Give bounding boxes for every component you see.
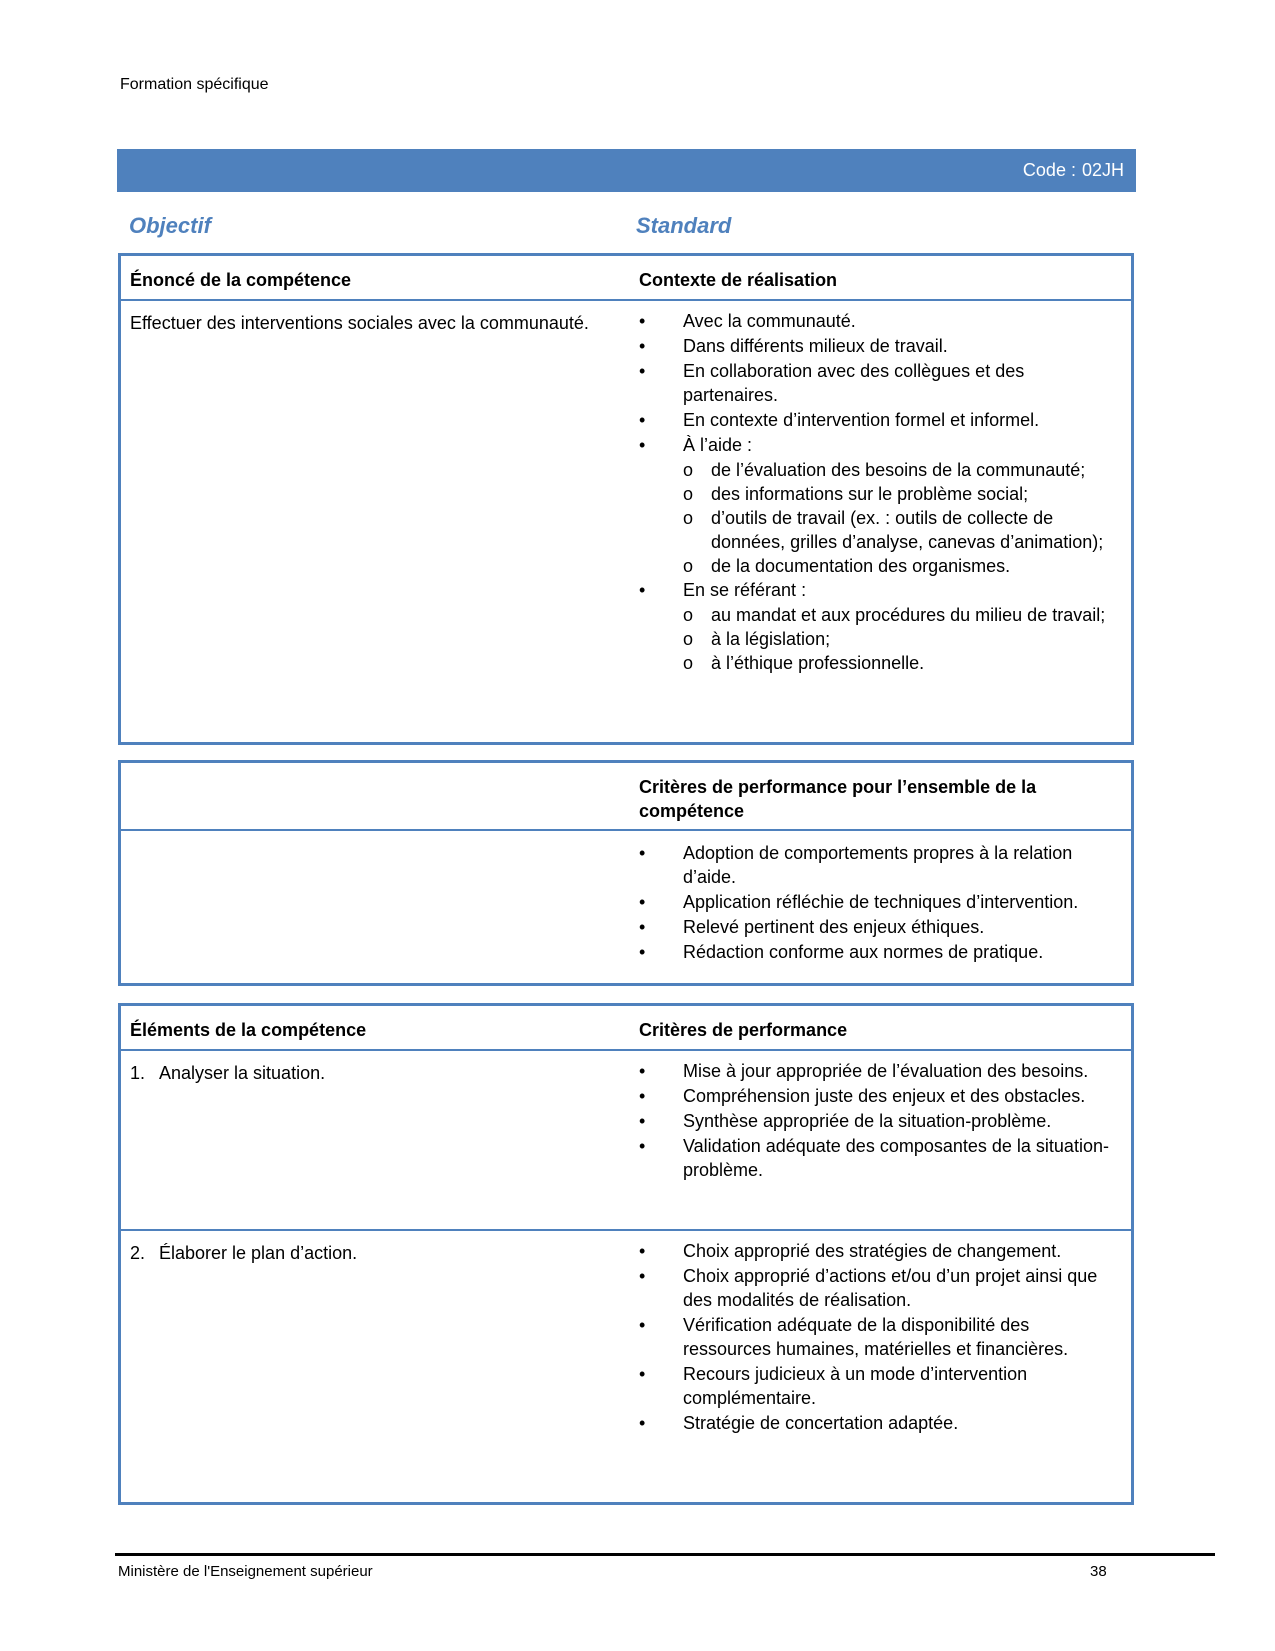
sub-list-item: o à la législation; bbox=[639, 627, 1109, 651]
list-item: • Compréhension juste des enjeux et des obstacles. bbox=[639, 1084, 1109, 1108]
statement-label: Énoncé de la compétence bbox=[130, 270, 352, 290]
context-list bbox=[639, 309, 1109, 675]
element-title bbox=[130, 1061, 610, 1085]
footer-ministry: Ministère de l'Enseignement supérieur bbox=[118, 1563, 373, 1580]
element-title bbox=[130, 1241, 610, 1265]
sub-list-item: o de l’évaluation des besoins de la communauté; bbox=[639, 458, 1109, 482]
overall-criteria-label: Critères de performance pour l’ensemble de la compétence bbox=[639, 777, 1037, 821]
criteria-label: Critères de performance bbox=[639, 1020, 848, 1040]
running-header: Formation spécifique bbox=[120, 76, 269, 93]
elements-header-row bbox=[121, 1006, 1131, 1051]
overall-criteria-body-row bbox=[121, 831, 1131, 981]
footer-divider bbox=[115, 1553, 1215, 1556]
element-row-2 bbox=[121, 1231, 1131, 1506]
overall-criteria-table bbox=[118, 760, 1134, 986]
list-item: • En se référant : bbox=[639, 578, 1109, 602]
list-item: • En contexte d’intervention formel et informel. bbox=[639, 408, 1109, 432]
competence-header-row bbox=[121, 256, 1131, 301]
list-item: • Mise à jour appropriée de l’évaluation des besoins. bbox=[639, 1059, 1109, 1083]
element-number: 1. bbox=[130, 1063, 146, 1083]
overall-criteria-list bbox=[639, 841, 1109, 965]
list-item: • Vérification adéquate de la disponibilité des ressources humaines, matérielles et financières. bbox=[639, 1313, 1109, 1361]
list-item: • Rédaction conforme aux normes de pratique. bbox=[639, 940, 1109, 964]
standard-heading: Standard bbox=[636, 213, 732, 238]
list-item: • Stratégie de concertation adaptée. bbox=[639, 1411, 1109, 1435]
list-item: • Recours judicieux à un mode d’intervention complémentaire. bbox=[639, 1362, 1109, 1410]
list-item: • Dans différents milieux de travail. bbox=[639, 334, 1109, 358]
element-row-1 bbox=[121, 1051, 1131, 1231]
elements-table bbox=[118, 1003, 1134, 1505]
list-item: • Synthèse appropriée de la situation-problème. bbox=[639, 1109, 1109, 1133]
competence-body-row bbox=[121, 301, 1131, 741]
list-item: • Choix approprié d’actions et/ou d’un projet ainsi que des modalités de réalisation. bbox=[639, 1264, 1109, 1312]
list-item: • Choix approprié des stratégies de changement. bbox=[639, 1239, 1109, 1263]
sub-list-item: o d’outils de travail (ex. : outils de collecte de données, grilles d’analyse, canevas d’animation); bbox=[639, 506, 1109, 554]
list-item: • Relevé pertinent des enjeux éthiques. bbox=[639, 915, 1109, 939]
list-item: • En collaboration avec des collègues et des partenaires. bbox=[639, 359, 1109, 407]
list-item: • À l’aide : bbox=[639, 433, 1109, 457]
element-criteria-list bbox=[639, 1239, 1109, 1436]
competence-table bbox=[118, 253, 1134, 745]
competence-statement: Effectuer des interventions sociales avec la communauté. bbox=[130, 313, 589, 333]
list-item: • Adoption de comportements propres à la relation d’aide. bbox=[639, 841, 1109, 889]
code-value: 02JH bbox=[1081, 160, 1124, 180]
list-item: • Validation adéquate des composantes de la situation-problème. bbox=[639, 1134, 1109, 1182]
element-criteria-list bbox=[639, 1059, 1109, 1183]
element-text: Analyser la situation. bbox=[159, 1063, 326, 1083]
overall-criteria-header-row bbox=[121, 763, 1131, 831]
element-text: Élaborer le plan d’action. bbox=[159, 1243, 358, 1263]
list-item: • Avec la communauté. bbox=[639, 309, 1109, 333]
element-number: 2. bbox=[130, 1243, 146, 1263]
sub-list-item: o à l’éthique professionnelle. bbox=[639, 651, 1109, 675]
context-label: Contexte de réalisation bbox=[639, 270, 838, 290]
page-number: 38 bbox=[1090, 1563, 1107, 1580]
sub-list-item: o des informations sur le problème social; bbox=[639, 482, 1109, 506]
code-label: Code : bbox=[1022, 160, 1076, 180]
elements-label: Éléments de la compétence bbox=[130, 1020, 367, 1040]
code-bar bbox=[117, 149, 1136, 192]
list-item: • Application réfléchie de techniques d’intervention. bbox=[639, 890, 1109, 914]
sub-list-item: o de la documentation des organismes. bbox=[639, 554, 1109, 578]
sub-list-item: o au mandat et aux procédures du milieu de travail; bbox=[639, 603, 1109, 627]
objective-heading: Objectif bbox=[129, 213, 211, 238]
